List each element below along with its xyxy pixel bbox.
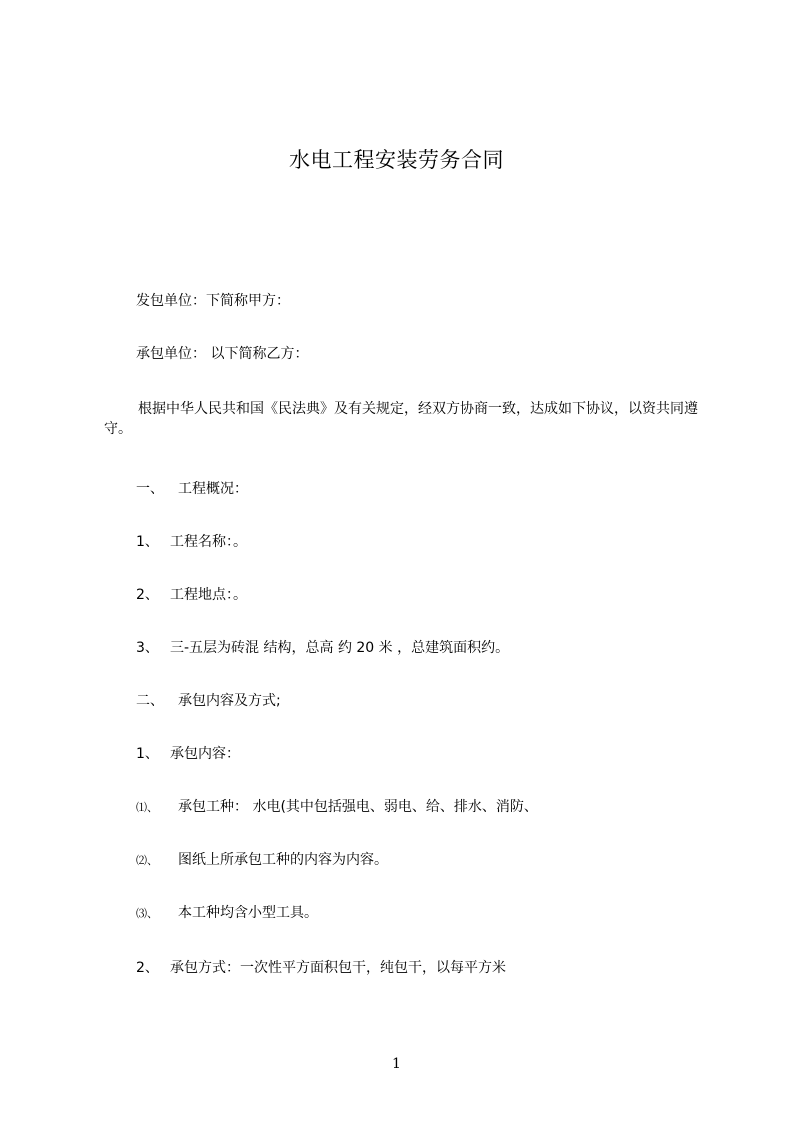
item-text: 工程名称：。	[170, 534, 247, 550]
item-text: 三-五层为砖混 结构，总高 约 20 米 ，总建筑面积约。	[170, 640, 510, 656]
sub-list-item	[136, 903, 318, 924]
sub-list-item	[136, 797, 538, 818]
item-text: 工程地点：。	[170, 587, 247, 603]
item-number: 3、	[136, 640, 159, 656]
document-title: 水电工程安装劳务合同	[289, 148, 504, 172]
section-number: 一、	[136, 481, 164, 497]
section-heading-1	[136, 479, 248, 499]
list-item	[136, 958, 506, 978]
list-item	[136, 744, 240, 764]
party-a-line: 发包单位：下简称甲方：	[136, 293, 290, 309]
sub-item-text: 承包工种： 水电(其中包括强电、弱电、给、排水、消防、	[178, 799, 538, 815]
sub-item-number: ⑴、	[136, 801, 158, 814]
item-number: 1、	[136, 534, 159, 550]
section-text: 承包内容及方式;	[178, 693, 281, 709]
list-item	[136, 638, 509, 658]
section-number: 二、	[136, 693, 164, 709]
list-item	[136, 585, 247, 605]
sub-item-text: 本工种均含小型工具。	[178, 905, 318, 921]
sub-list-item	[136, 850, 388, 871]
section-heading-2	[136, 691, 281, 711]
item-number: 1、	[136, 746, 159, 762]
list-item	[136, 532, 247, 552]
sub-item-text: 图纸上所承包工种的内容为内容。	[178, 852, 388, 868]
preamble-paragraph: 根据中华人民共和国《民法典》及有关规定，经双方协商一致，达成如下协议，以资共同遵守。	[104, 401, 698, 437]
sub-item-number: ⑵、	[136, 854, 158, 867]
party-b-line: 承包单位： 以下简称乙方：	[136, 346, 309, 362]
item-text: 承包内容：	[170, 746, 240, 762]
section-text: 工程概况：	[178, 481, 248, 497]
item-number: 2、	[136, 587, 159, 603]
item-number: 2、	[136, 960, 159, 976]
sub-item-number: ⑶、	[136, 907, 158, 920]
page-number: 1	[392, 1056, 401, 1072]
item-text: 承包方式：一次性平方面积包干，纯包干，以每平方米	[170, 960, 506, 976]
